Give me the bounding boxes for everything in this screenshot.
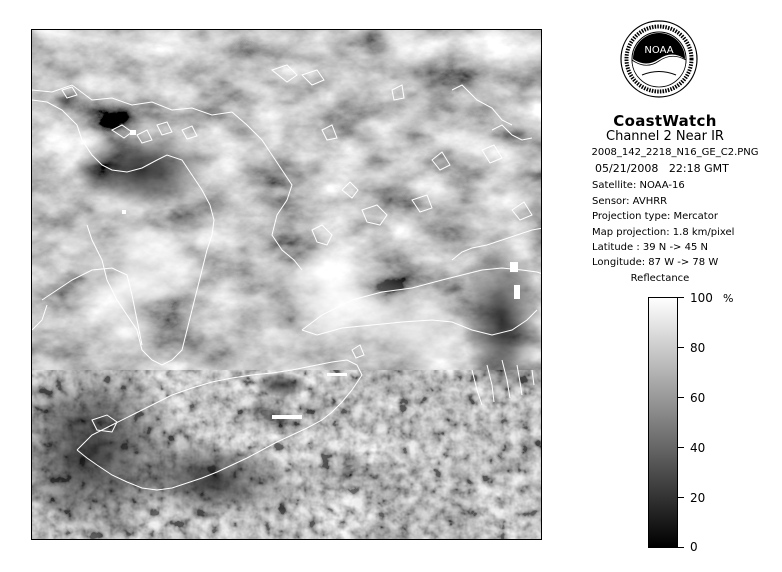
- satellite-info: Satellite: NOAA-16: [592, 180, 685, 191]
- colorbar-tick-label: 40: [690, 441, 706, 455]
- colorbar-tick-label: 20: [690, 491, 706, 505]
- colorbar-tick: [678, 297, 684, 298]
- colorbar-tick: [678, 547, 684, 548]
- time-value: 22:18 GMT: [668, 162, 729, 175]
- logo-label: NOAA: [644, 45, 674, 56]
- noaa-logo: [620, 20, 698, 98]
- colorbar-tick-label: 0: [690, 540, 698, 554]
- app-title: CoastWatch: [613, 112, 717, 130]
- latitude-info: Latitude : 39 N -> 45 N: [592, 242, 708, 253]
- colorbar-tick-label: 60: [690, 391, 706, 405]
- date-value: 05/21/2008: [595, 162, 659, 175]
- filename-label: 2008_142_2218_N16_GE_C2.PNG: [591, 147, 759, 158]
- satellite-image: [31, 29, 542, 540]
- channel-label: Channel 2 Near IR: [606, 129, 724, 144]
- colorbar-tick-label: 80: [690, 341, 706, 355]
- colorbar-tick: [678, 497, 684, 498]
- sensor-info: Sensor: AVHRR: [592, 196, 668, 207]
- colorbar-tick: [678, 397, 684, 398]
- datetime-label: [595, 162, 729, 175]
- colorbar-tick: [678, 447, 684, 448]
- colorbar-title: Reflectance: [630, 273, 690, 284]
- longitude-info: Longitude: 87 W -> 78 W: [592, 257, 719, 268]
- satellite-image-svg: [32, 30, 542, 540]
- colorbar-tick-label: 100: [690, 291, 713, 305]
- colorbar: [648, 297, 678, 548]
- projection-type-info: Projection type: Mercator: [592, 211, 718, 222]
- colorbar-tick: [678, 347, 684, 348]
- colorbar-unit: %: [723, 292, 734, 305]
- map-projection-info: Map projection: 1.8 km/pixel: [592, 227, 735, 238]
- noaa-logo-svg: [620, 20, 698, 98]
